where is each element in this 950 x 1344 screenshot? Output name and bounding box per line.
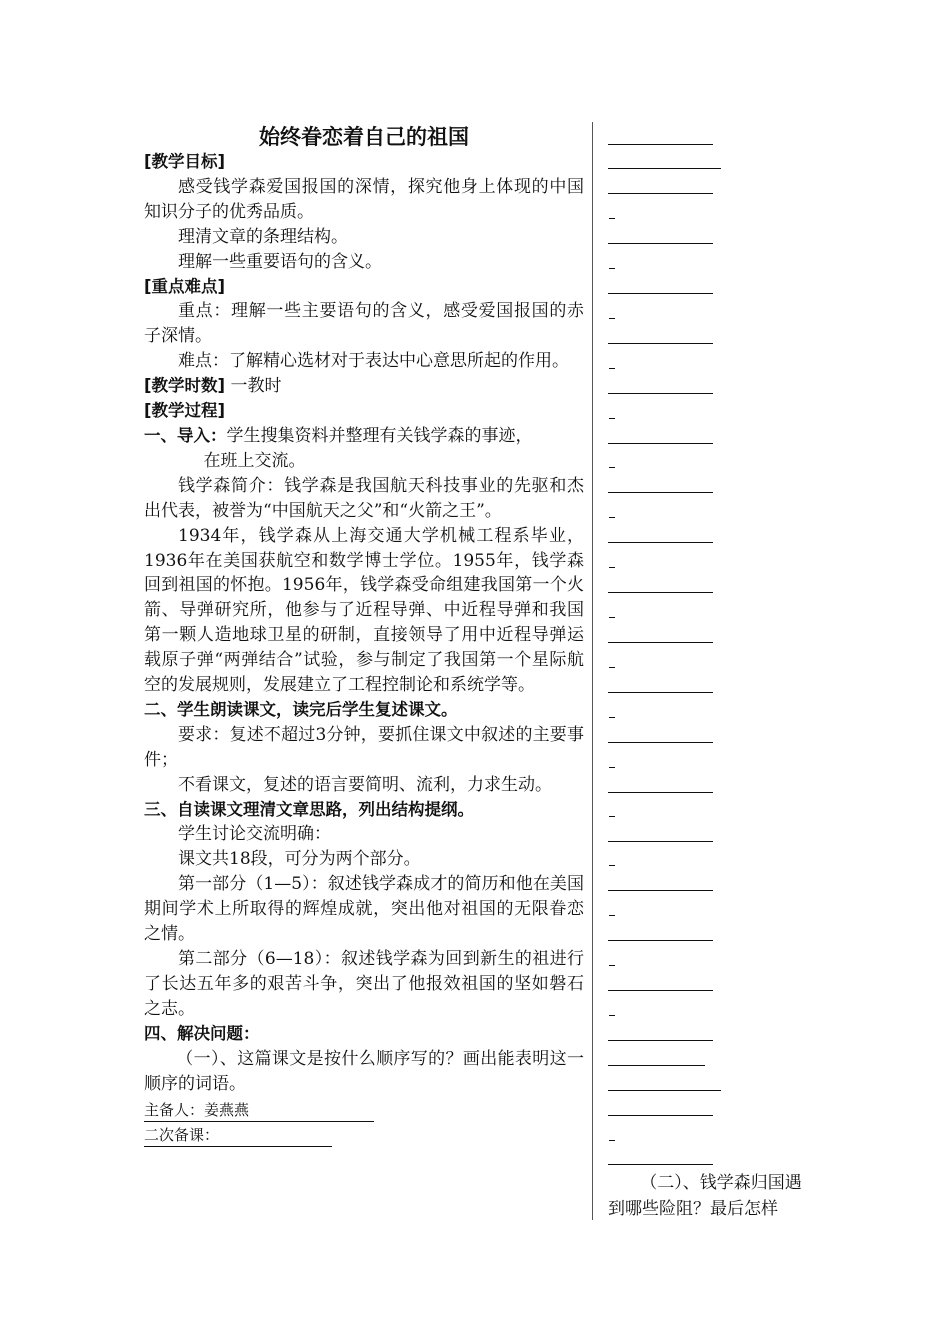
goals-heading: [教学目标] bbox=[144, 152, 226, 171]
time-heading: [教学时数] bbox=[144, 376, 226, 396]
writing-tick bbox=[609, 268, 615, 269]
writing-tick bbox=[609, 767, 615, 768]
writing-tick bbox=[609, 667, 615, 668]
writing-line bbox=[608, 990, 713, 991]
writing-line bbox=[608, 642, 713, 643]
writing-line bbox=[608, 1065, 705, 1066]
writing-line bbox=[608, 1040, 713, 1041]
writing-tick bbox=[609, 218, 615, 219]
writing-tick bbox=[609, 418, 615, 419]
writing-line bbox=[608, 443, 713, 444]
writing-line bbox=[608, 193, 713, 194]
writing-line bbox=[608, 243, 713, 244]
section-2-text-1: 要求：复述不超过3分钟，要抓住课文中叙述的主要事件； bbox=[144, 724, 584, 770]
section-1-heading: 一、导入： bbox=[144, 425, 227, 445]
writing-line bbox=[608, 393, 713, 394]
writing-tick bbox=[609, 965, 615, 966]
writing-tick bbox=[609, 1140, 615, 1141]
section-4-heading: 四、解决问题： bbox=[144, 1023, 260, 1043]
section-2-heading: 二、学生朗读课文，读完后学生复述课文。 bbox=[144, 699, 458, 719]
writing-tick bbox=[609, 865, 615, 866]
section-3-text-4: 第二部分（6—18）：叙述钱学森为回到新生的祖进行了长达五年多的艰苦斗争，突出了他报效祖国的坚如磐石之志。 bbox=[144, 949, 584, 1019]
section-2-text-2: 不看课文，复述的语言要简明、流利，力求生动。 bbox=[178, 774, 552, 795]
writing-line bbox=[608, 742, 713, 743]
goals-text-3: 理解一些重要语句的含义。 bbox=[178, 251, 382, 272]
writing-tick bbox=[609, 717, 615, 718]
writing-line bbox=[608, 890, 713, 891]
time-value: 一教时 bbox=[230, 376, 282, 397]
section-3-heading: 三、自读课文理清文章思路，列出结构提纲。 bbox=[144, 799, 474, 819]
question-1: （一）、这篇课文是按什么顺序写的？画出能表明这一顺序的词语。 bbox=[144, 1048, 584, 1094]
key-text-2: 难点：了解精心选材对于表达中心意思所起的作用。 bbox=[178, 351, 569, 372]
writing-tick bbox=[609, 467, 615, 468]
writing-tick bbox=[609, 368, 615, 369]
section-1-text-2: 在班上交流。 bbox=[203, 450, 306, 471]
footer bbox=[144, 1098, 584, 1148]
writing-line bbox=[608, 1164, 713, 1165]
section-3-text-1: 学生讨论交流明确： bbox=[178, 824, 331, 845]
writing-tick bbox=[609, 1015, 615, 1016]
writing-line bbox=[608, 343, 713, 344]
writing-line bbox=[608, 492, 713, 493]
writing-line bbox=[608, 692, 713, 693]
left-column bbox=[144, 124, 584, 1148]
time-row bbox=[144, 374, 584, 399]
writing-tick bbox=[609, 915, 615, 916]
writing-line bbox=[608, 542, 713, 543]
goals-text-2: 理清文章的条理结构。 bbox=[178, 226, 348, 247]
writing-line bbox=[608, 841, 713, 842]
process-heading: [教学过程] bbox=[144, 401, 226, 421]
writing-line bbox=[608, 592, 713, 593]
page-title: 始终眷恋着自己的祖国 bbox=[259, 125, 469, 149]
question-2 bbox=[608, 1170, 818, 1222]
section-3-text-3: 第一部分（1—5）：叙述钱学森成才的简历和他在美国期间学术上所取得的辉煌成就，突出他对祖国的无限眷恋之情。 bbox=[144, 874, 584, 945]
preparer-line: 主备人：姜燕燕 bbox=[144, 1099, 374, 1122]
writing-tick bbox=[609, 816, 615, 817]
bio-text-2: 1934年，钱学森从上海交通大学机械工程系毕业，1936年在美国获航空和数学博士学位。1955年，钱学森回到祖国的怀抱。1956年，钱学森受命组建我国第一个火箭、导弹研究所，他参与了近程导弹、中近程导弹和我国第一颗人造地球卫星的研制，直接领导了用中近程导弹运载原子弹“两弹结合”试验，参与制定了我国第一个星际航空的发展规则，发展建立了工程控制论和系统学等。 bbox=[144, 525, 584, 696]
section-3-text-2: 课文共18段，可分为两个部分。 bbox=[178, 849, 421, 870]
section-1 bbox=[144, 424, 584, 449]
writing-line bbox=[608, 144, 713, 145]
writing-tick bbox=[609, 617, 615, 618]
key-text-1: 重点：理解一些主要语句的含义，感受爱国报国的赤子深情。 bbox=[144, 301, 584, 347]
writing-tick bbox=[609, 517, 615, 518]
writing-line bbox=[608, 293, 713, 294]
writing-line bbox=[608, 940, 713, 941]
key-heading: [重点难点] bbox=[144, 276, 226, 296]
question-2-text: （二）、钱学森归国遇到哪些险阻？最后怎样 bbox=[608, 1173, 802, 1219]
writing-line bbox=[608, 1115, 713, 1116]
writing-line bbox=[608, 1090, 721, 1091]
bio-text-1: 钱学森简介：钱学森是我国航天科技事业的先驱和杰出代表，被誉为“中国航天之父”和“火箭之王”。 bbox=[144, 475, 584, 521]
section-1-text: 学生搜集资料并整理有关钱学森的事迹， bbox=[226, 425, 533, 446]
writing-tick bbox=[609, 567, 615, 568]
goals-text-1: 感受钱学森爱国报国的深情，探究他身上体现的中国知识分子的优秀品质。 bbox=[144, 176, 584, 222]
writing-tick bbox=[609, 318, 615, 319]
second-prep-line: 二次备课： bbox=[144, 1124, 332, 1147]
column-divider bbox=[592, 122, 593, 1220]
writing-line bbox=[608, 792, 713, 793]
writing-line bbox=[608, 168, 721, 169]
